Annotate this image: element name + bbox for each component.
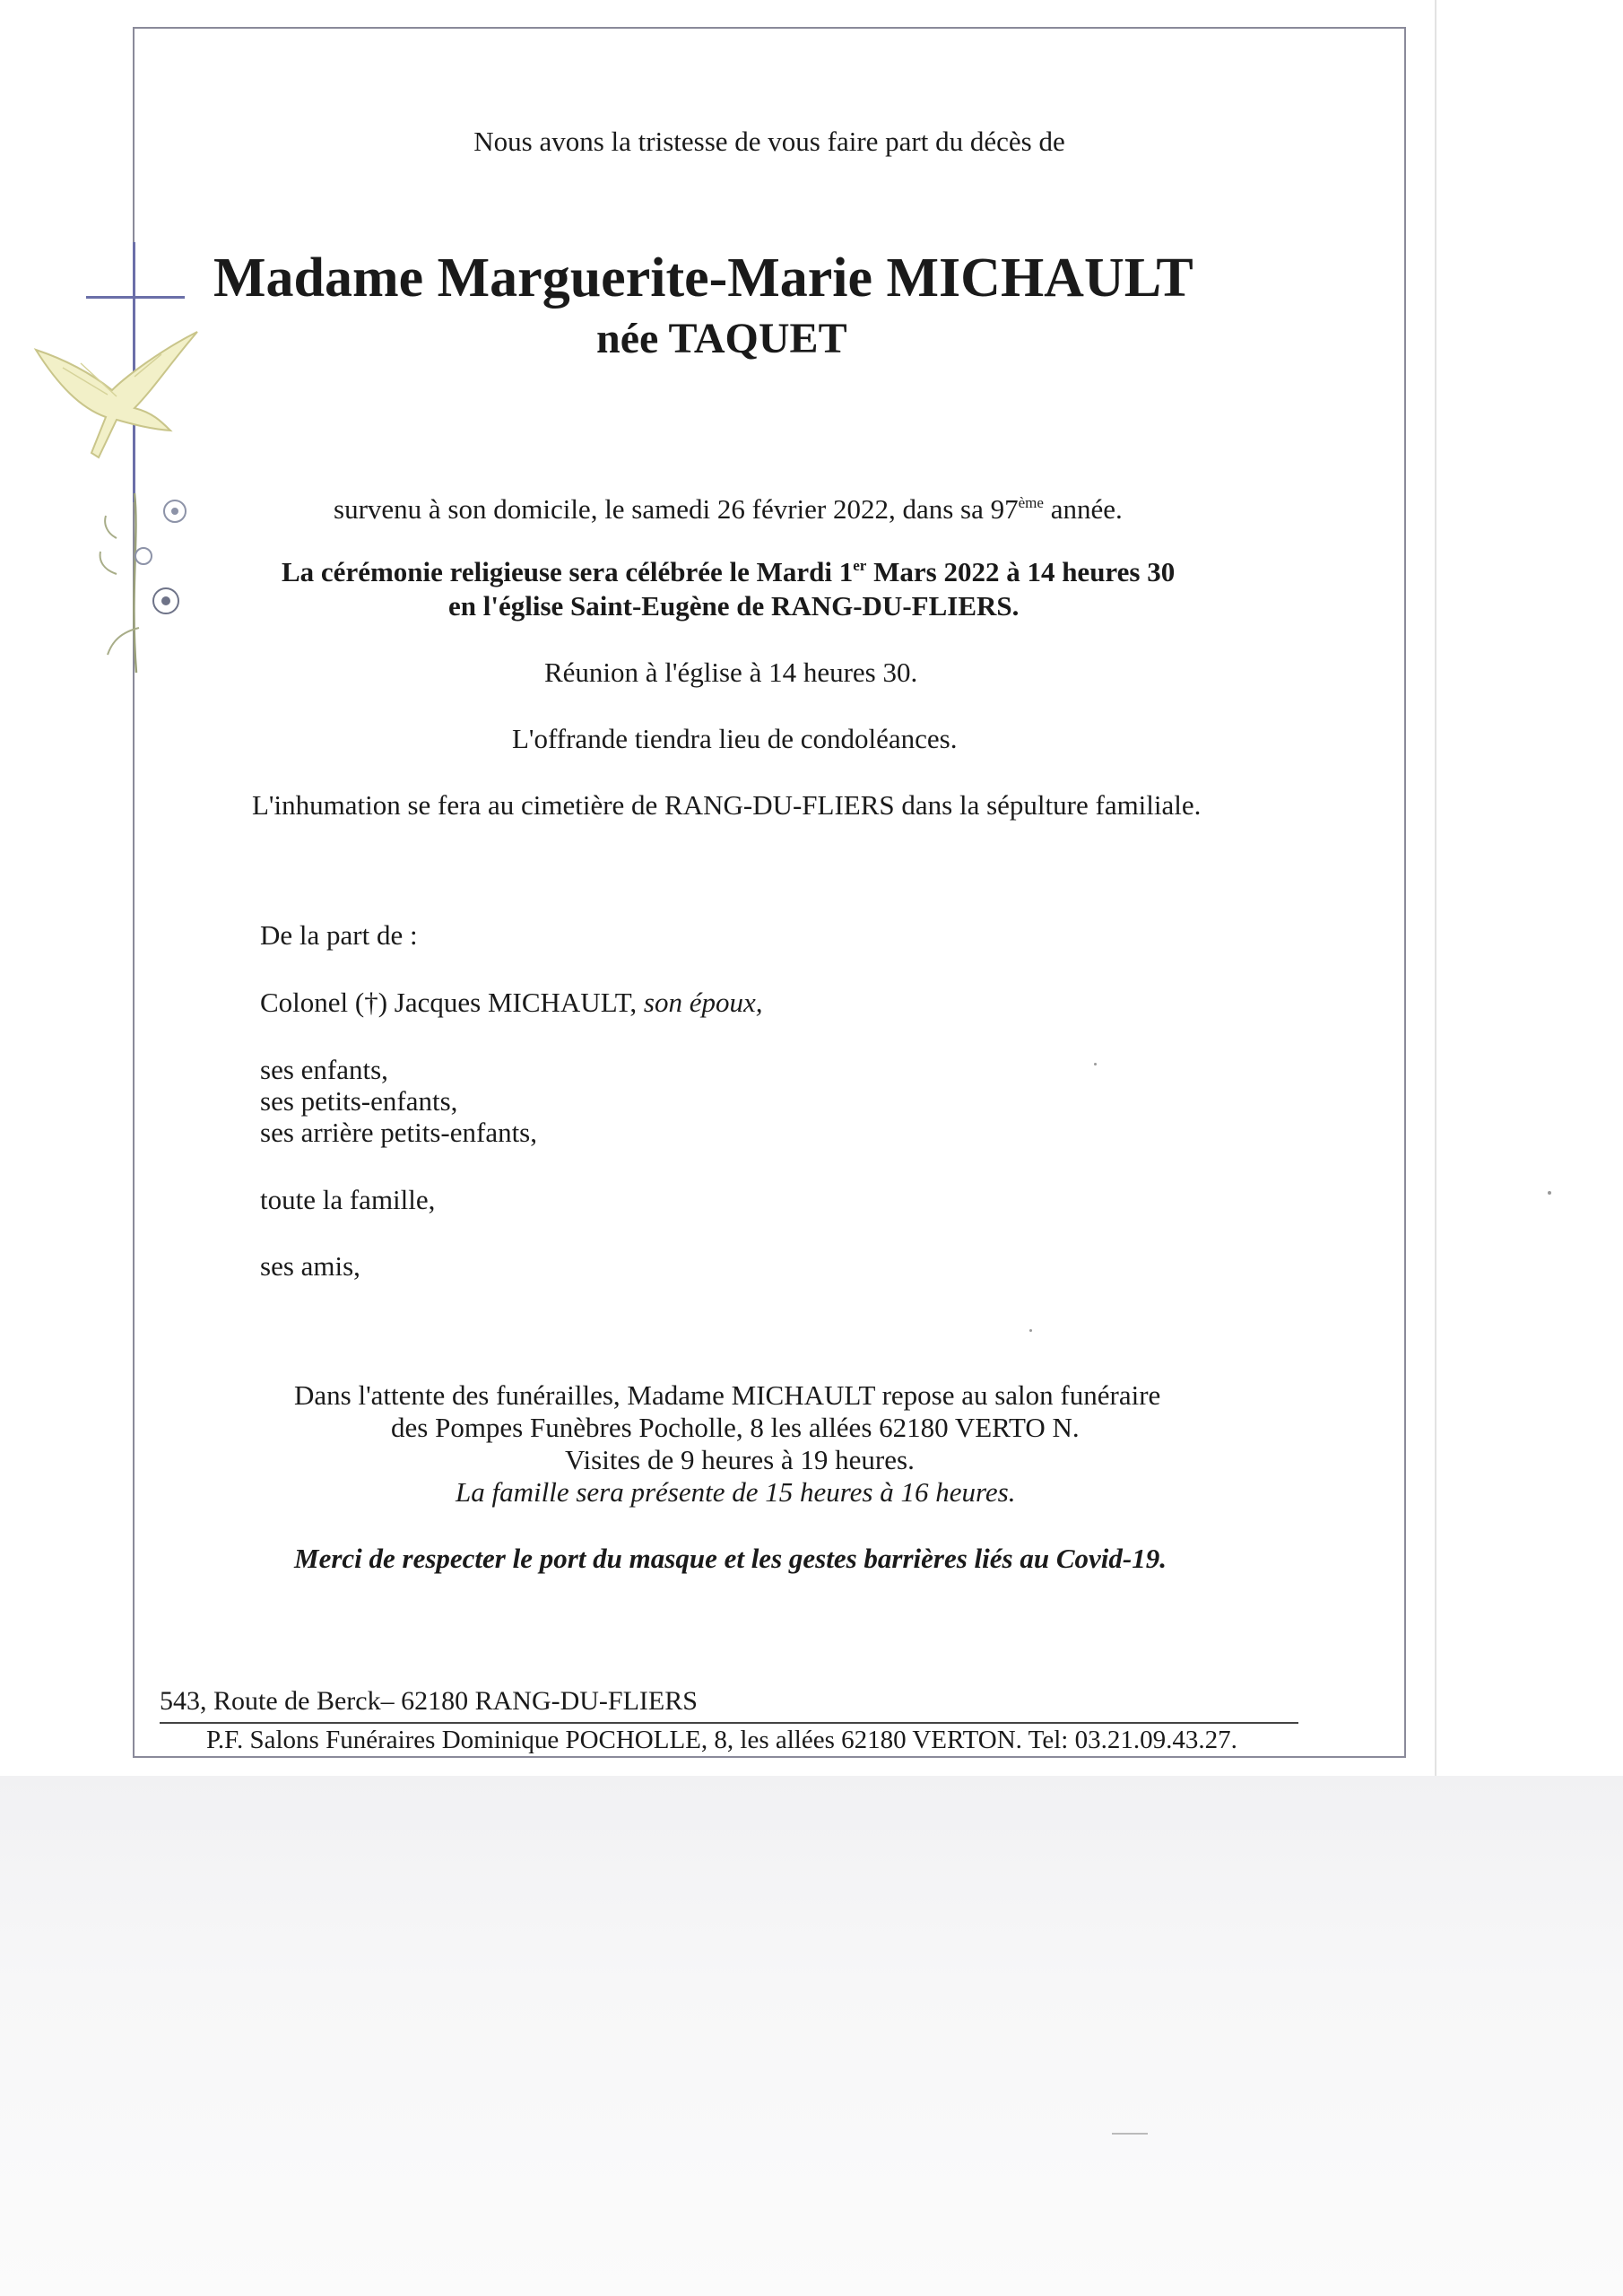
dove-icon <box>27 323 206 502</box>
scan-speck <box>1548 1191 1551 1195</box>
great-grandchildren-line: ses arrière petits-enfants, <box>260 1117 538 1148</box>
sheet-edge <box>1435 0 1436 1776</box>
footer-divider <box>160 1722 1298 1724</box>
ceremony-line-1: La cérémonie religieuse sera célébrée le Mardi 1er Mars 2022 à 14 heures 30 <box>282 556 1176 587</box>
spouse-line: Colonel (†) Jacques MICHAULT, son époux, <box>260 987 763 1018</box>
scan-speck <box>1094 1063 1097 1065</box>
cross-horizontal <box>86 296 185 299</box>
funeral-home-footer: P.F. Salons Funéraires Dominique POCHOLLE, 8, les allées 62180 VERTON. Tel: 03.21.09.43.27. <box>206 1726 1237 1754</box>
deceased-name: Madame Marguerite-Marie MICHAULT <box>213 248 1193 309</box>
covid-notice: Merci de respecter le port du masque et les gestes barrières liés au Covid-19. <box>294 1543 1167 1574</box>
intro-text: Nous avons la tristesse de vous faire part du décès de <box>473 126 1065 157</box>
funeral-info-line-3: Visites de 9 heures à 19 heures. <box>565 1444 915 1475</box>
flower-sprig-icon <box>90 484 197 682</box>
from-label: De la part de : <box>260 919 418 951</box>
inhumation-text: L'inhumation se fera au cimetière de RANG-DU-FLIERS dans la sépulture familiale. <box>252 789 1202 821</box>
scan-speck <box>1029 1329 1032 1332</box>
funeral-info-line-2: des Pompes Funèbres Pocholle, 8 les allées 62180 VERTO N. <box>391 1412 1080 1443</box>
address-text: 543, Route de Berck– 62180 RANG-DU-FLIERS <box>160 1686 698 1716</box>
family-line: toute la famille, <box>260 1184 436 1215</box>
funeral-info-line-1: Dans l'attente des funérailles, Madame MICHAULT repose au salon funéraire <box>294 1379 1161 1411</box>
offrande-text: L'offrande tiendra lieu de condoléances. <box>512 723 958 754</box>
death-notice: survenu à son domicile, le samedi 26 février 2022, dans sa 97ème année. <box>334 493 1123 525</box>
maiden-name: née TAQUET <box>596 315 847 362</box>
scan-background <box>0 1776 1623 2296</box>
funeral-info-line-4: La famille sera présente de 15 heures à 16 heures. <box>456 1476 1016 1508</box>
grandchildren-line: ses petits-enfants, <box>260 1085 458 1117</box>
scan-speck <box>1112 2133 1148 2135</box>
friends-line: ses amis, <box>260 1250 360 1282</box>
reunion-text: Réunion à l'église à 14 heures 30. <box>544 657 918 688</box>
ceremony-line-2: en l'église Saint-Eugène de RANG-DU-FLIERS. <box>448 590 1020 622</box>
children-line: ses enfants, <box>260 1054 388 1085</box>
